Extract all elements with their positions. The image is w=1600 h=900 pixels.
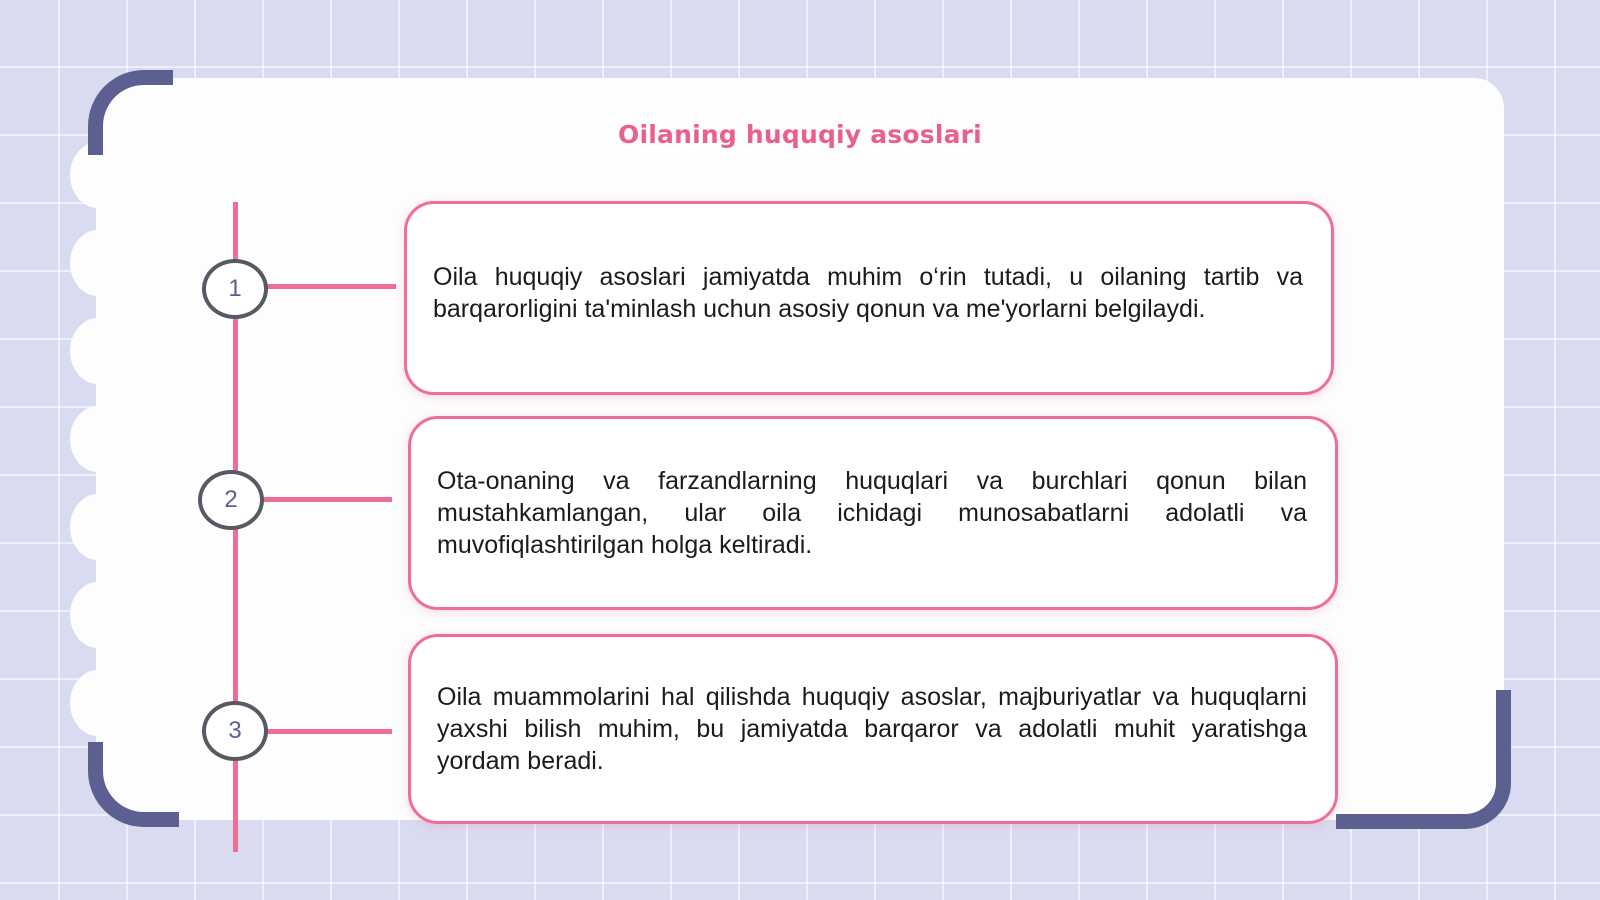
timeline-connector-3 — [262, 729, 392, 734]
card-scallop — [70, 406, 126, 472]
step-box-1 — [404, 201, 1334, 395]
card-scallop — [70, 582, 126, 648]
card-scallop — [70, 230, 126, 296]
frame-corner-bottom-left — [88, 742, 179, 827]
step-number-1: 1 — [202, 259, 268, 319]
frame-corner-bottom-right — [1336, 690, 1511, 829]
timeline-connector-2 — [260, 497, 392, 502]
step-number-3: 3 — [202, 701, 268, 761]
timeline-connector-1 — [262, 284, 396, 289]
step-number-2: 2 — [198, 470, 264, 530]
step-text-2: Ota-onaning va farzandlarning huquqlari va burchlari qonun bilan mustahkamlangan, ular oila ichidagi munosabatlarni adolatli va muvofiqlashtirilgan holga keltiradi. — [437, 467, 1307, 559]
card-scallop — [70, 494, 126, 560]
slide-title: Oilaning huquqiy asoslari — [618, 120, 982, 149]
card-scallop — [70, 670, 126, 736]
step-box-3 — [408, 634, 1338, 824]
card-scallop — [70, 318, 126, 384]
step-text-1: Oila huquqiy asoslari jamiyatda muhim o‘rin tutadi, u oilaning tartib va barqarorligini ta'minlash uchun asosiy qonun va me'yorlarni belgilaydi. — [433, 263, 1303, 323]
step-text-3: Oila muammolarini hal qilishda huquqiy asoslar, majburiyatlar va huquqlarni yaxshi bilish muhim, bu jamiyatda barqaror va adolatli muhit yaratishga yordam beradi. — [437, 683, 1307, 775]
step-box-2 — [408, 416, 1338, 610]
